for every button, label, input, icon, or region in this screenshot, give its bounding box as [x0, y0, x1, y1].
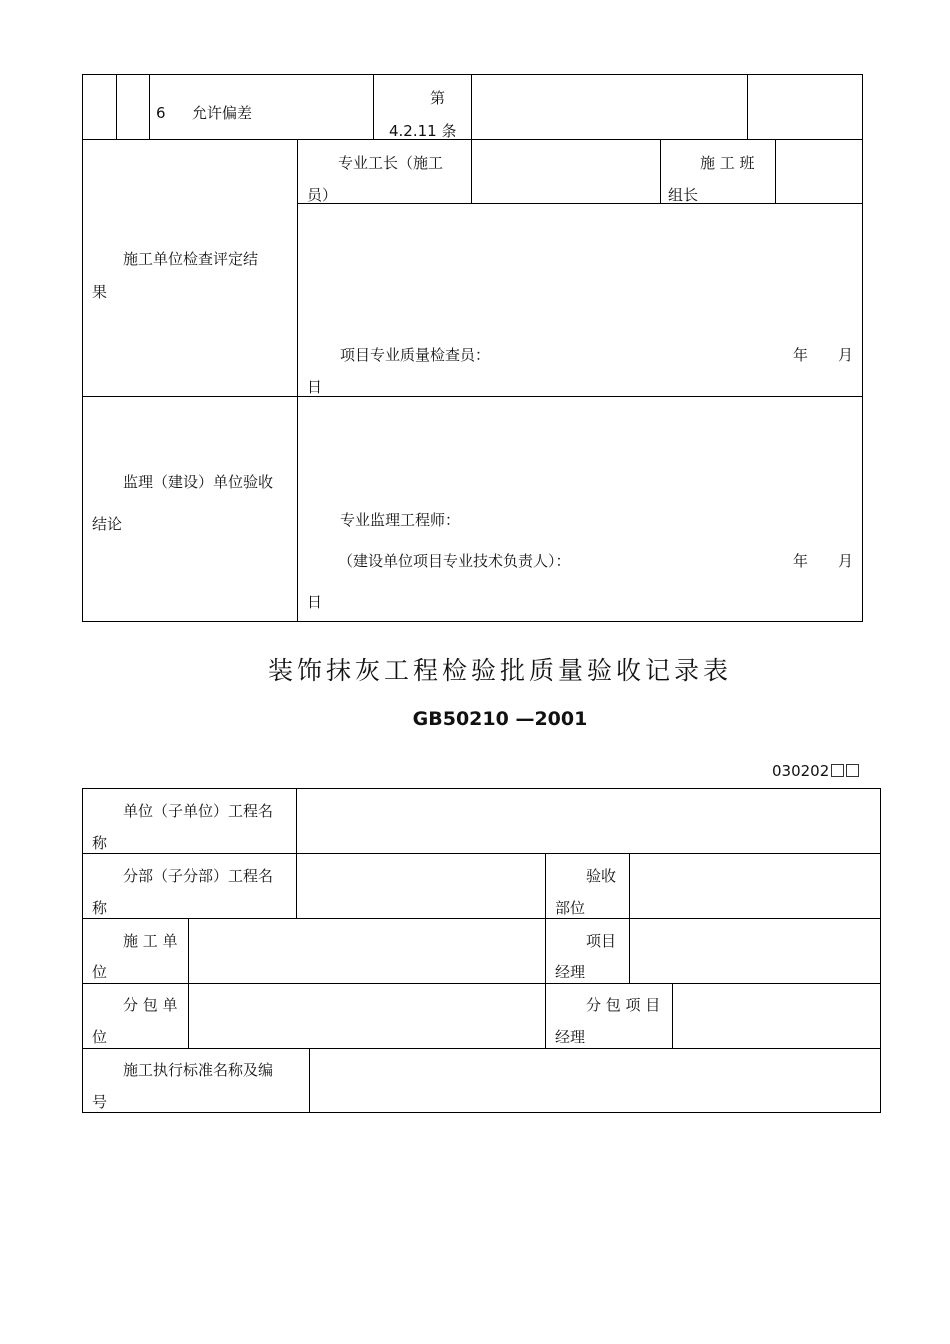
contractor-result-label-cont: 果 — [92, 283, 108, 301]
division-project-label: 分部（子分部）工程名 — [123, 867, 274, 885]
standard-name-label: 施工执行标准名称及编 — [123, 1061, 274, 1079]
item-name: 允许偏差 — [192, 104, 253, 122]
rule — [373, 74, 374, 139]
rule — [297, 203, 863, 204]
rule — [775, 139, 776, 204]
month-label: 月 — [838, 346, 854, 364]
standard-code: GB50210 —2001 — [412, 708, 588, 730]
rule — [82, 918, 881, 919]
form-number — [772, 761, 859, 781]
contractor-label-cont: 位 — [92, 963, 108, 981]
rule — [82, 74, 83, 622]
division-project-label-cont: 称 — [92, 899, 108, 917]
rule — [82, 788, 83, 1113]
rule — [82, 396, 863, 397]
team-leader-label-cont: 组长 — [668, 186, 699, 204]
rule — [82, 788, 881, 789]
foreman-label-cont: 员） — [307, 186, 338, 204]
rule — [471, 74, 472, 204]
form-number-text: 030202 — [772, 762, 830, 780]
year-label: 年 — [793, 346, 809, 364]
rule — [297, 139, 298, 622]
form-title: 装饰抹灰工程检验批质量验收记录表 — [267, 656, 732, 685]
month-label: 月 — [838, 552, 854, 570]
clause-line1: 第 — [430, 89, 446, 107]
item-index: 6 — [156, 104, 166, 122]
supervisor-conclusion-label: 监理（建设）单位验收 — [123, 473, 274, 491]
project-manager-label: 项目 — [586, 932, 617, 950]
rule — [309, 1048, 310, 1113]
quality-inspector-label: 项目专业质量检查员： — [340, 346, 491, 364]
rule — [296, 788, 297, 919]
rule — [862, 74, 863, 622]
sub-project-manager-label: 分 包 项 目 — [586, 996, 661, 1014]
acceptance-part-label-cont: 部位 — [555, 899, 586, 917]
checkbox-square-icon — [831, 764, 844, 777]
sub-project-manager-label-cont: 经理 — [555, 1028, 586, 1046]
rule — [82, 1112, 881, 1113]
rule — [116, 74, 117, 139]
rule — [82, 853, 881, 854]
rule — [880, 788, 881, 1113]
checkbox-square-icon — [846, 764, 859, 777]
unit-project-label: 单位（子单位）工程名 — [123, 802, 274, 820]
subcontractor-label-cont: 位 — [92, 1028, 108, 1046]
rule — [629, 853, 630, 984]
rule — [82, 983, 881, 984]
day-label: 日 — [307, 378, 323, 396]
standard-name-label-cont: 号 — [92, 1093, 108, 1111]
rule — [82, 621, 863, 622]
clause-line2: 4.2.11 条 — [389, 122, 457, 140]
rule — [660, 139, 661, 204]
rule — [545, 853, 546, 1049]
rule — [747, 74, 748, 139]
owner-tech-lead-label: （建设单位项目专业技术负责人）： — [338, 552, 571, 570]
rule — [82, 1048, 881, 1049]
foreman-label: 专业工长（施工 — [338, 154, 444, 172]
team-leader-label: 施 工 班 — [700, 154, 755, 172]
day-label: 日 — [307, 593, 323, 611]
subcontractor-label: 分 包 单 — [123, 996, 178, 1014]
acceptance-part-label: 验收 — [586, 867, 617, 885]
rule — [82, 139, 863, 140]
rule — [188, 918, 189, 1049]
year-label: 年 — [793, 552, 809, 570]
supervision-engineer-label: 专业监理工程师： — [340, 511, 461, 529]
contractor-result-label: 施工单位检查评定结 — [123, 250, 259, 268]
rule — [149, 74, 150, 139]
supervisor-conclusion-label-cont: 结论 — [92, 515, 123, 533]
contractor-label: 施 工 单 — [123, 932, 178, 950]
rule — [672, 983, 673, 1049]
rule — [82, 74, 863, 75]
unit-project-label-cont: 称 — [92, 834, 108, 852]
project-manager-label-cont: 经理 — [555, 963, 586, 981]
